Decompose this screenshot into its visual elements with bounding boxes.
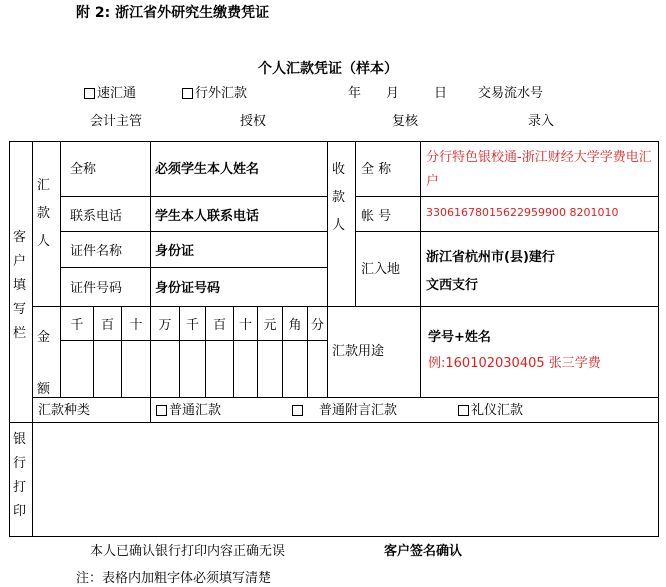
amount-unit: 千 <box>185 318 199 333</box>
type-label: 汇款种类 <box>38 403 91 418</box>
footer-note: 注：表格内加粗字体必须填写清楚 <box>76 571 272 586</box>
option-outside[interactable]: 行外汇款 <box>182 82 247 101</box>
vertical-char: 额 <box>37 382 51 397</box>
supervisor-label: 会计主管 <box>90 114 143 129</box>
payee-account-value: 33061678015622959900 8201010 <box>426 206 619 219</box>
amount-unit: 十 <box>238 318 252 333</box>
vertical-char: 户 <box>13 254 27 269</box>
amount-unit: 角 <box>288 318 302 333</box>
remitter-name-value[interactable]: 必须学生本人姓名 <box>155 162 260 177</box>
remitter-phone-label: 联系电话 <box>70 209 123 224</box>
vertical-char: 款 <box>332 190 346 205</box>
date-year-label: 年 <box>348 86 362 101</box>
payee-location-line1: 浙江省杭州市(县)建行 <box>426 250 555 265</box>
amount-unit: 万 <box>158 318 172 333</box>
payee-name-value: 分行特色银校通-浙江财经大学学费电汇户 <box>426 150 652 189</box>
checkbox-icon <box>292 405 303 416</box>
entry-label: 录入 <box>528 114 555 129</box>
vertical-char: 银 <box>13 432 27 447</box>
remitter-idno-value[interactable]: 身份证号码 <box>155 281 221 296</box>
remitter-idtype-value[interactable]: 身份证 <box>155 244 195 259</box>
vertical-char: 栏 <box>13 326 27 341</box>
vertical-char: 人 <box>332 218 346 233</box>
type-option-gift[interactable]: 礼仪汇款 <box>458 399 523 418</box>
vertical-char: 款 <box>37 206 51 221</box>
type-option-normal[interactable]: 普通汇款 <box>156 399 221 418</box>
vertical-char: 印 <box>13 504 27 519</box>
bank-print-label <box>13 428 26 524</box>
customer-column-label <box>13 226 26 346</box>
vertical-char: 打 <box>13 480 27 495</box>
review-label: 复核 <box>392 114 419 129</box>
serial-label: 交易流水号 <box>478 86 544 101</box>
payee-account-label: 帐 号 <box>361 209 392 224</box>
payee-name-label: 全 称 <box>361 162 392 177</box>
date-day-label: 日 <box>434 86 448 101</box>
vertical-char: 金 <box>37 330 51 345</box>
amount-unit: 分 <box>310 318 324 333</box>
type-option-message[interactable]: 普通附言汇款 <box>292 399 397 418</box>
payee-location-label: 汇入地 <box>361 262 401 277</box>
checkbox-icon <box>156 405 167 416</box>
vertical-char: 写 <box>13 302 27 317</box>
purpose-label: 汇款用途 <box>332 344 385 359</box>
signature-label: 客户签名确认 <box>384 544 463 559</box>
payee-location-line2: 文西支行 <box>426 278 479 293</box>
form-title: 个人汇款凭证（样本） <box>258 61 398 77</box>
vertical-char: 收 <box>332 162 346 177</box>
option-express[interactable]: 速汇通 <box>84 82 136 101</box>
checkbox-icon <box>458 405 469 416</box>
date-month-label: 月 <box>386 86 400 101</box>
purpose-value: 学号+姓名 <box>428 330 491 345</box>
amount-unit: 千 <box>70 318 84 333</box>
payee-side-label <box>332 156 345 240</box>
amount-unit: 十 <box>129 318 143 333</box>
vertical-char: 人 <box>37 234 51 249</box>
amount-unit: 百 <box>100 318 114 333</box>
remitter-name-label: 全称 <box>70 162 97 177</box>
remitter-phone-value[interactable]: 学生本人联系电话 <box>155 209 260 224</box>
confirm-text: 本人已确认银行打印内容正确无误 <box>90 544 286 559</box>
vertical-char: 汇 <box>37 178 51 193</box>
remitter-side-label <box>37 172 50 256</box>
amount-unit: 元 <box>263 318 277 333</box>
vertical-char: 行 <box>13 456 27 471</box>
purpose-example: 例:160102030405 张三学费 <box>428 356 601 371</box>
remitter-idtype-label: 证件名称 <box>70 244 123 259</box>
amount-unit: 百 <box>212 318 226 333</box>
vertical-char: 填 <box>13 278 27 293</box>
vertical-char: 客 <box>13 230 27 245</box>
attachment-title: 附 2: 浙江省外研究生缴费凭证 <box>76 5 270 21</box>
authorize-label: 授权 <box>240 114 267 129</box>
remitter-idno-label: 证件号码 <box>70 281 123 296</box>
